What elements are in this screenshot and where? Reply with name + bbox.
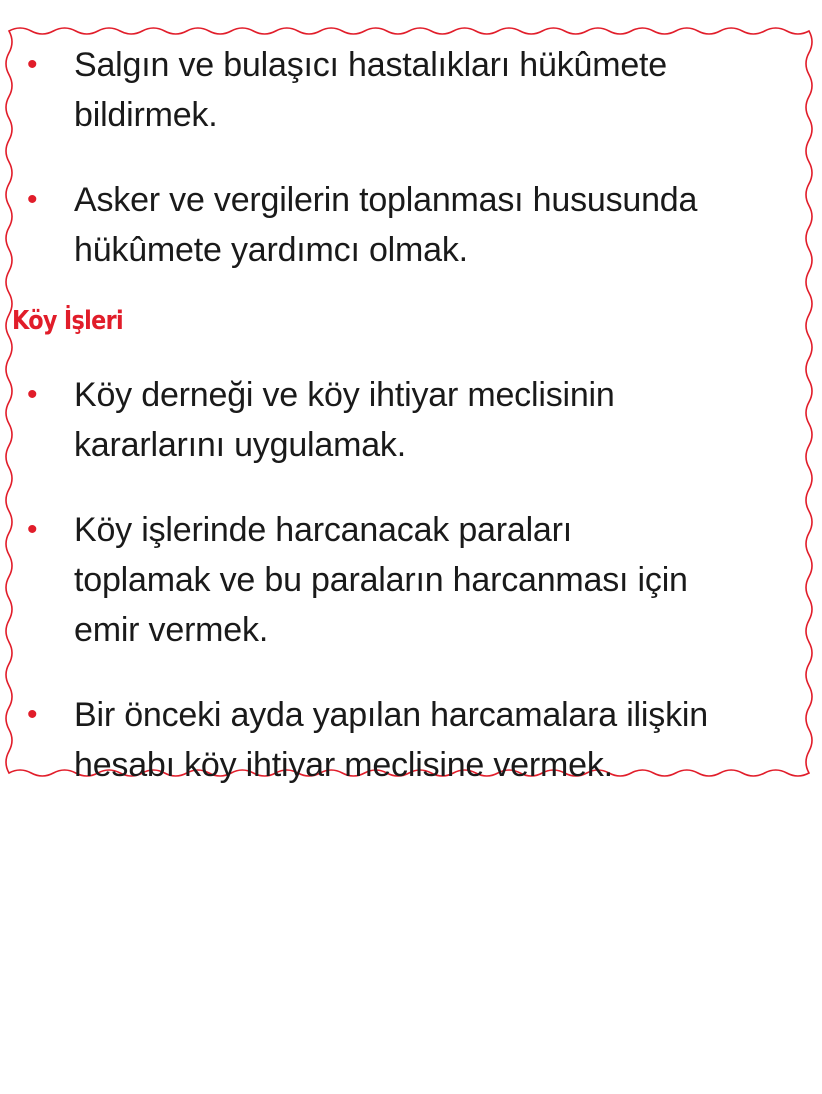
bullet-icon: • — [27, 698, 38, 731]
list-top — [24, 40, 804, 275]
list-item — [24, 175, 804, 275]
item-text-line: Salgın ve bulaşıcı hastalıkları hükûmete — [74, 46, 667, 84]
section-heading: Köy İşleri — [12, 306, 123, 336]
item-text-line: kararlarını uygulamak. — [74, 426, 406, 464]
item-text-line: toplamak ve bu paraların harcanması için — [74, 561, 688, 599]
item-text-line: Köy işlerinde harcanacak paraları — [74, 511, 573, 549]
list-item — [24, 40, 804, 140]
bullet-icon: • — [27, 378, 38, 411]
item-text-line: Köy derneği ve köy ihtiyar meclisinin — [74, 376, 615, 414]
content — [12, 40, 804, 790]
item-text-line: emir vermek. — [74, 611, 269, 649]
item-text-line: Bir önceki ayda yapılan harcamalara ilişkin — [74, 696, 708, 734]
bullet-icon: • — [27, 48, 38, 81]
item-text-line: hesabı köy ihtiyar meclisine vermek. — [74, 746, 613, 784]
list-item — [24, 690, 804, 790]
bullet-icon: • — [27, 183, 38, 216]
list-item — [24, 505, 804, 655]
item-text-line: Asker ve vergilerin toplanması hususunda — [74, 181, 698, 219]
item-text-line: bildirmek. — [74, 96, 218, 134]
item-text-line: hükûmete yardımcı olmak. — [74, 231, 468, 269]
list-bottom — [24, 370, 804, 790]
bullet-icon: • — [27, 513, 38, 546]
list-item — [24, 370, 804, 470]
